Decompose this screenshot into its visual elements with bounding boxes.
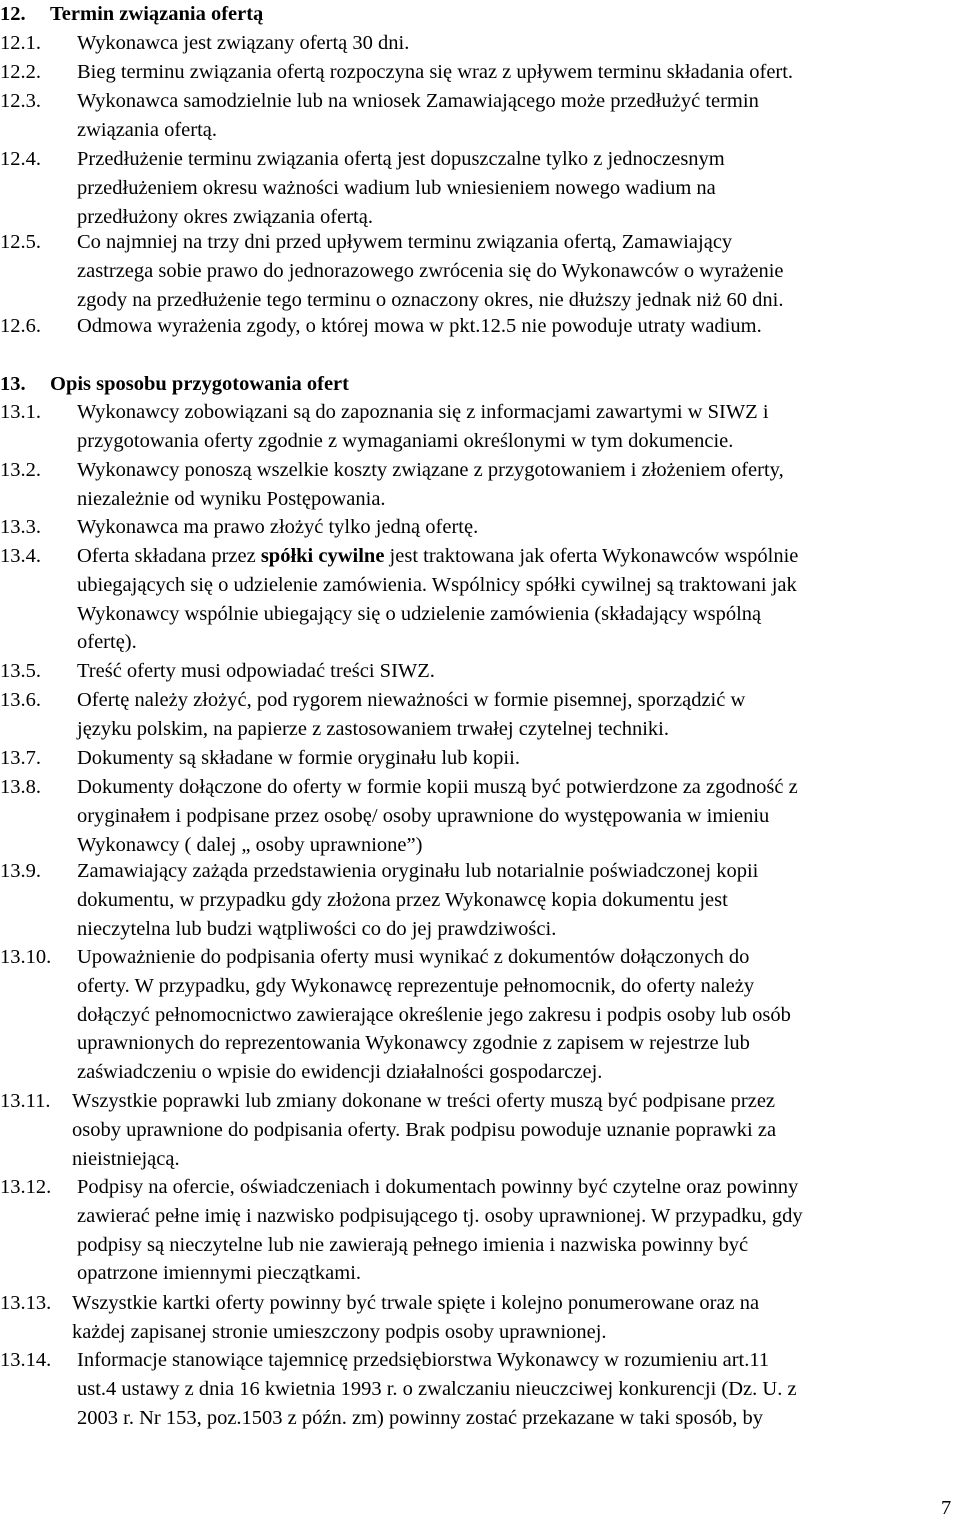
page-number: 7 [941,1497,952,1519]
text-line: Przedłużenie terminu związania ofertą jest dopuszczalne tylko z jednoczesnym [77,148,725,170]
item-text [77,657,953,686]
text-line: Treść oferty musi odpowiadać treści SIWZ. [77,660,435,682]
text-line: uprawnionych do reprezentowania Wykonawcy zgodnie z zapisem w rejestrze lub [77,1032,750,1055]
text-line: związania ofertą. [77,118,217,141]
text-line: nieistniejącą. [72,1147,180,1170]
item-number: 13.6. [0,689,41,711]
text-line: Wykonawcy ( dalej „ osoby uprawnione”) [77,833,423,856]
text-line: Wszystkie poprawki lub zmiany dokonane w treści oferty muszą być podpisane przez [72,1090,776,1112]
text-line: Zamawiający zażąda przedstawienia oryginału lub notarialnie poświadczonej kopii [77,860,759,882]
text-line: Wykonawcy ponoszą wszelkie koszty związane z przygotowaniem i złożeniem oferty, [77,459,784,481]
text-line: 2003 r. Nr 153, poz.1503 z późn. zm) powinny zostać przekazane w taki sposób, by [77,1406,764,1429]
item-number: 12.2. [0,61,41,83]
text-line: Co najmniej na trzy dni przed upływem terminu związania ofertą, Zamawiający [77,231,733,253]
text-line: zgody na przedłużenie tego terminu o oznaczony okres, nie dłuższy jednak niż 60 dni. [77,288,784,311]
item-number: 13.9. [0,860,41,882]
item-text [77,29,953,58]
text-line [77,542,953,571]
item-text [77,773,953,859]
text-line: Wykonawcy zobowiązani są do zapoznania się z informacjami zawartymi w SIWZ i [77,401,769,423]
item-text [77,87,953,145]
text-line: Informacje stanowiące tajemnicę przedsiębiorstwa Wykonawcy w rozumieniu art.11 [77,1349,770,1371]
text-line: przygotowania oferty zgodnie z wymaganiami określonymi w tym dokumencie. [77,429,734,452]
text-line: ust.4 ustawy z dnia 16 kwietnia 1993 r. o zwalczaniu nieuczciwej konkurencji (Dz. U. z [77,1377,797,1400]
item-text [77,58,953,87]
text-line: języku polskim, na papierze z zastosowaniem trwałej czytelnej techniki. [77,717,669,740]
item-number: 13.5. [0,660,41,682]
item-number: 12.3. [0,90,41,112]
item-text [77,744,953,773]
item-number: 13.10. [0,946,52,968]
text-line: Wykonawca ma prawo złożyć tylko jedną ofertę. [77,516,479,538]
item-text [72,1087,953,1173]
text-line: ubiegających się o udzielenie zamówienia. Wspólnicy spółki cywilnej są traktowani jak [77,573,797,596]
text-line: opatrzone imiennymi pieczątkami. [77,1262,362,1285]
text-line: niezależnie od wyniku Postępowania. [77,487,386,510]
text-line: zawierać pełne imię i nazwisko podpisującego tj. osoby uprawnionej. W przypadku, gdy [77,1204,803,1227]
item-text [72,1289,953,1347]
text-line: ofertę). [77,631,137,654]
text-line: Odmowa wyrażenia zgody, o której mowa w pkt.12.5 nie powoduje utraty wadium. [77,315,762,337]
text-line: dokumentu, w przypadku gdy złożona przez Wykonawcę kopia dokumentu jest [77,888,728,911]
item-number: 13.3. [0,516,41,538]
text-line: każdej zapisanej stronie umieszczony podpis osoby uprawnionej. [72,1320,607,1343]
item-number: 13.14. [0,1349,52,1371]
item-number: 13.4. [0,545,41,567]
text-line: Bieg terminu związania ofertą rozpoczyna się wraz z upływem terminu składania ofert. [77,61,794,83]
section-title: Opis sposobu przygotowania ofert [50,373,349,395]
item-number: 13.7. [0,747,41,769]
text-line: dołączyć pełnomocnictwo zawierające określenie jego zakresu i podpis osoby lub osób [77,1003,791,1026]
emphasis-spolki-cywilne: spółki cywilne [260,545,385,567]
item-text [77,1346,953,1432]
item-text [77,1173,953,1288]
item-text [77,228,953,314]
text-run: jest traktowana jak oferta Wykonawców wspólnie [384,545,799,567]
text-line: oryginałem i podpisane przez osobę/ osoby uprawnione do występowania w imieniu [77,804,770,827]
text-line: Wykonawca jest związany ofertą 30 dni. [77,32,410,54]
text-line: nieczytelna lub budzi wątpliwości co do jej prawdziwości. [77,917,557,940]
item-text [77,312,953,341]
text-line: Podpisy na ofercie, oświadczeniach i dokumentach powinny być czytelne oraz powinny [77,1176,799,1198]
text-line: zaświadczeniu o wpisie do ewidencji działalności gospodarczej. [77,1061,603,1084]
item-number: 13.2. [0,459,41,481]
item-number: 13.11. [0,1090,51,1112]
section-title: Termin związania ofertą [50,3,264,25]
text-line: Wykonawcy wspólnie ubiegający się o udzielenie zamówienia (składający wspólną [77,602,762,625]
item-text [77,542,953,657]
item-text [77,857,953,943]
text-run: Oferta składana przez [77,545,261,567]
item-number: 12.6. [0,315,41,337]
item-number: 13.1. [0,401,41,423]
item-number: 12.1. [0,32,41,54]
section-number: 13. [0,373,26,395]
text-line: Ofertę należy złożyć, pod rygorem nieważności w formie pisemnej, sporządzić w [77,689,746,711]
text-line: podpisy są nieczytelne lub nie zawierają pełnego imienia i nazwiska powinny być [77,1233,749,1256]
item-text [77,456,953,514]
text-line: przedłużony okres związania ofertą. [77,205,373,228]
item-number: 13.12. [0,1176,52,1198]
item-text [77,513,953,542]
item-number: 13.13. [0,1292,52,1314]
section-number: 12. [0,3,26,25]
text-line: Dokumenty dołączone do oferty w formie kopii muszą być potwierdzone za zgodność z [77,776,798,798]
text-line: Wszystkie kartki oferty powinny być trwale spięte i kolejno ponumerowane oraz na [72,1292,760,1314]
text-line: osoby uprawnione do podpisania oferty. Brak podpisu powoduje uznanie poprawki za [72,1118,777,1141]
item-text [77,398,953,456]
text-line: Wykonawca samodzielnie lub na wniosek Zamawiającego może przedłużyć termin [77,90,759,112]
item-number: 13.8. [0,776,41,798]
item-number: 12.4. [0,148,41,170]
text-line: przedłużeniem okresu ważności wadium lub wniesieniem nowego wadium na [77,176,716,199]
item-text [77,145,953,231]
item-text [77,686,953,744]
text-line: Upoważnienie do podpisania oferty musi wynikać z dokumentów dołączonych do [77,946,750,968]
item-text [77,943,953,1087]
text-line: oferty. W przypadku, gdy Wykonawcę reprezentuje pełnomocnik, do oferty należy [77,974,755,997]
item-number: 12.5. [0,231,41,253]
text-line: zastrzega sobie prawo do jednorazowego zwrócenia się do Wykonawców o wyrażenie [77,259,784,282]
text-line: Dokumenty są składane w formie oryginału lub kopii. [77,747,520,769]
